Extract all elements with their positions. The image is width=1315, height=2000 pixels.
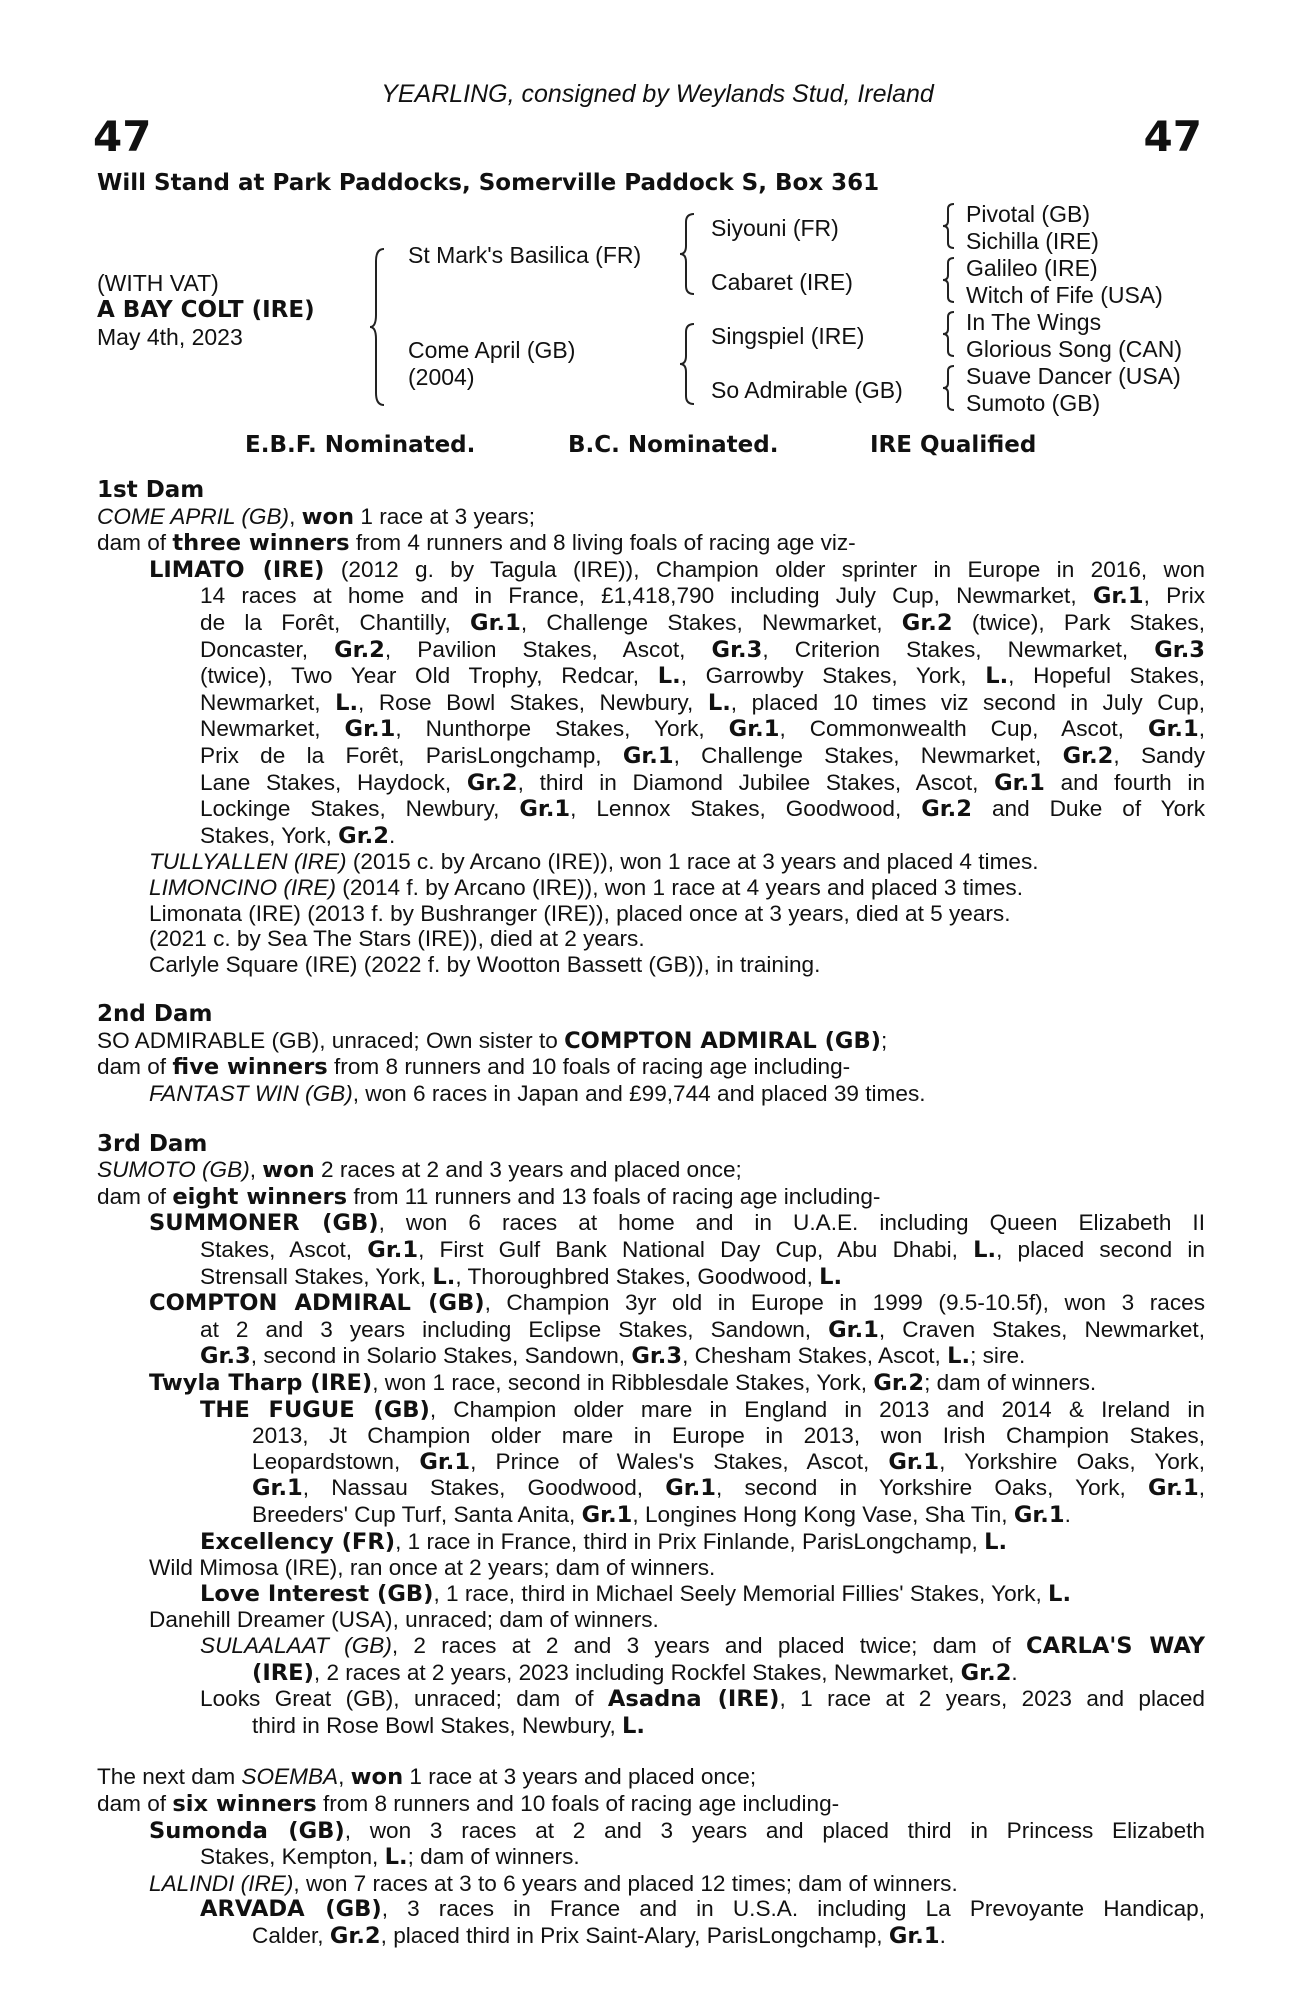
text-run: Lane Stakes, Haydock,	[200, 769, 467, 795]
grandsire-3: In The Wings	[966, 309, 1102, 335]
dam-section	[97, 1764, 1205, 1949]
ebf-nomination: E.B.F. Nominated.	[245, 432, 476, 458]
text-run: , third in Diamond Jubilee Stakes, Ascot,	[517, 769, 995, 795]
text-run: , Champion 3yr old in Europe in 1999 (9.5-10.5f), won 3 races	[484, 1290, 1205, 1316]
brace-icon	[678, 212, 696, 296]
text-run: The next dam	[97, 1764, 242, 1790]
text-run: Stakes, Ascot,	[200, 1237, 368, 1263]
text-run: from 4 runners and 8 living foals of racing age viz-	[349, 530, 856, 556]
section-heading: 2nd Dam	[97, 1001, 213, 1028]
text-run: Looks Great (GB), unraced; dam of	[200, 1686, 608, 1712]
text-run: , placed third in Prix Saint-Alary, ParisLongchamp,	[380, 1922, 889, 1948]
text-run: Calder,	[252, 1922, 330, 1948]
bold-text: Gr.1	[252, 1475, 303, 1502]
dam-year: (2004)	[408, 364, 475, 390]
text-run: at 2 and 3 years including Eclipse Stakes, Sandown,	[200, 1316, 829, 1342]
record-line	[97, 610, 1205, 637]
record-line	[97, 926, 1205, 952]
text-run: and fourth in	[1044, 769, 1206, 795]
record-line	[97, 875, 1205, 901]
bold-text: Gr.2	[1062, 742, 1114, 769]
bold-text: L.	[984, 1528, 1008, 1555]
record-line	[97, 1423, 1205, 1449]
dam-section	[97, 1132, 1205, 1740]
record-line	[97, 1686, 1205, 1713]
brace-icon	[942, 203, 956, 249]
italic-text: FANTAST WIN (GB)	[149, 1081, 353, 1107]
granddam-1: Sichilla (IRE)	[966, 228, 1099, 254]
text-run: from 8 runners and 10 foals of racing age including-	[327, 1054, 851, 1080]
record-line	[97, 1054, 1205, 1081]
text-run: Danehill Dreamer (USA), unraced; dam of winners.	[149, 1607, 659, 1633]
text-run: , Sandy	[1113, 742, 1206, 768]
italic-text: SUMOTO (GB)	[97, 1157, 250, 1183]
bold-text: won	[262, 1157, 315, 1184]
record-line	[97, 1764, 1205, 1791]
bold-text: L.	[819, 1263, 843, 1290]
bold-text: won	[301, 503, 355, 530]
record-line	[97, 1343, 1205, 1370]
sire: St Mark's Basilica (FR)	[408, 242, 642, 268]
text-run: Breeders' Cup Turf, Santa Anita,	[252, 1501, 582, 1527]
horse-name: A BAY COLT (IRE)	[97, 297, 315, 323]
record-line	[97, 1475, 1205, 1502]
italic-text: SULAALAAT (GB)	[200, 1632, 392, 1658]
bold-text: Gr.1	[367, 1237, 419, 1264]
record-line	[97, 1290, 1205, 1317]
text-run: .	[1064, 1501, 1071, 1527]
bold-text: ARVADA (GB)	[200, 1896, 382, 1923]
text-run: ;	[881, 1027, 888, 1053]
text-run: 2 races at 2 and 3 years and placed once;	[314, 1157, 742, 1183]
record-line	[97, 557, 1205, 584]
text-run: , Hopeful Stakes,	[1008, 663, 1205, 689]
bold-text: Gr.3	[711, 636, 763, 663]
bold-text: L.	[947, 1343, 971, 1370]
text-run: third in Rose Bowl Stakes, Newbury,	[252, 1712, 623, 1738]
text-run: ; sire.	[970, 1343, 1026, 1369]
dam-sire: Singspiel (IRE)	[711, 323, 865, 349]
consignment-line: YEARLING, consigned by Weylands Stud, Ireland	[381, 80, 934, 108]
record-line	[97, 1529, 1205, 1556]
bold-text: won	[350, 1764, 404, 1791]
text-run: ,	[289, 503, 302, 529]
bold-text: Gr.1	[470, 609, 521, 636]
text-run: , placed 10 times viz second in July Cup,	[730, 689, 1205, 715]
text-run: ; dam of winners.	[407, 1844, 580, 1870]
record-line	[97, 1581, 1205, 1608]
bold-text: Gr.1	[1147, 1475, 1199, 1502]
record-line	[97, 637, 1205, 664]
text-run: , won 3 races at 2 and 3 years and placed third in Princess Elizabeth	[344, 1817, 1205, 1843]
text-run: , First Gulf Bank National Day Cup, Abu Dhabi,	[418, 1237, 974, 1263]
text-run: (twice), Park Stakes,	[952, 609, 1205, 635]
bold-text: Gr.1	[888, 1448, 940, 1475]
text-run: Limonata (IRE) (2013 f. by Bushranger (IRE)), placed once at 3 years, died at 5 years.	[149, 900, 1011, 926]
dam-dam: So Admirable (GB)	[711, 377, 903, 403]
bold-text: L.	[384, 1844, 408, 1871]
text-run: 2013, Jt Champion older mare in Europe in 2013, won Irish Champion Stakes,	[252, 1423, 1205, 1449]
record-line	[97, 1633, 1205, 1660]
text-run: , Thoroughbred Stakes, Goodwood,	[455, 1263, 820, 1289]
text-run: and Duke of York	[972, 796, 1206, 822]
record-line	[97, 952, 1205, 978]
brace-icon	[942, 257, 956, 303]
record-line	[97, 1923, 1205, 1950]
record-line	[97, 530, 1205, 557]
record-line	[97, 1791, 1205, 1818]
text-run: , 3 races in France and in U.S.A. including La Prevoyante Handicap,	[381, 1896, 1205, 1922]
bold-text: Gr.1	[1013, 1501, 1065, 1528]
bold-text: Gr.1	[1092, 583, 1144, 610]
text-run: Wild Mimosa (IRE), ran once at 2 years; dam of winners.	[149, 1555, 716, 1581]
bold-text: Gr.2	[466, 769, 518, 796]
text-run: Stakes, York,	[200, 822, 339, 848]
brace-icon	[678, 322, 696, 406]
text-run: SO ADMIRABLE (GB), unraced; Own sister to	[97, 1027, 565, 1053]
text-run: Doncaster,	[200, 636, 335, 662]
bold-text: Gr.1	[994, 769, 1045, 796]
text-run: ,	[338, 1764, 351, 1790]
bold-text: Gr.1	[828, 1316, 879, 1343]
text-run: (2014 f. by Arcano (IRE)), won 1 race at 4 years and placed 3 times.	[336, 874, 1023, 900]
text-run: from 11 runners and 13 foals of racing age including-	[347, 1183, 881, 1209]
text-run: , Challenge Stakes, Newmarket,	[673, 742, 1063, 768]
bold-text: Gr.1	[622, 742, 674, 769]
record-line	[97, 1081, 1205, 1107]
lot-number-left: 47	[93, 112, 152, 161]
text-run: .	[388, 822, 396, 848]
text-run: , 1 race at 2 years, 2023 and placed	[779, 1686, 1205, 1712]
vat-label: (WITH VAT)	[97, 270, 219, 296]
text-run: , second in Solario Stakes, Sandown,	[250, 1343, 632, 1369]
bold-text: Gr.2	[329, 1922, 381, 1949]
text-run: , won 6 races in Japan and £99,744 and placed 39 times.	[352, 1081, 926, 1107]
record-line	[97, 690, 1205, 717]
text-run: , Garrowby Stakes, York,	[680, 663, 986, 689]
text-run: dam of	[97, 1790, 173, 1816]
bold-text: five winners	[172, 1054, 328, 1081]
text-run: Newmarket,	[200, 716, 345, 742]
italic-text: LALINDI (IRE)	[149, 1870, 294, 1896]
brace-icon	[368, 247, 386, 407]
text-run: , placed second in	[996, 1237, 1205, 1263]
text-run: , Rose Bowl Stakes, Newbury,	[358, 689, 708, 715]
text-run: ; dam of winners.	[924, 1370, 1097, 1395]
record-line	[97, 901, 1205, 927]
text-run: ,	[1198, 1475, 1206, 1501]
bold-text: Gr.3	[631, 1343, 683, 1370]
record-line	[97, 1370, 1205, 1397]
bold-text: CARLA'S WAY	[1026, 1632, 1206, 1659]
record-line	[97, 1844, 1205, 1871]
record-line	[97, 743, 1205, 770]
bold-text: Gr.1	[665, 1475, 717, 1502]
text-run: (2012 g. by Tagula (IRE)), Champion older sprinter in Europe in 2016, won	[324, 556, 1205, 582]
text-run: 1 race at 3 years and placed once;	[403, 1764, 757, 1790]
granddam-4: Sumoto (GB)	[966, 390, 1101, 416]
record-line	[97, 663, 1205, 690]
bold-text: L.	[973, 1237, 997, 1264]
bold-text: (IRE)	[252, 1659, 314, 1686]
bold-text: L.	[335, 689, 359, 716]
foaling-date: May 4th, 2023	[97, 324, 243, 350]
text-run: , Nassau Stakes, Goodwood,	[302, 1475, 666, 1501]
lot-number-right: 47	[1143, 112, 1202, 161]
text-run: , won 7 races at 3 to 6 years and placed 12 times; dam of winners.	[293, 1870, 958, 1896]
record-line	[97, 849, 1205, 875]
bold-text: Gr.1	[728, 716, 780, 743]
grandsire-4: Suave Dancer (USA)	[966, 363, 1181, 389]
record-line	[97, 1896, 1205, 1923]
record-line	[97, 1264, 1205, 1291]
text-run: Lockinge Stakes, Newbury,	[200, 796, 520, 822]
bold-text: Gr.2	[960, 1659, 1012, 1686]
text-run: Stakes, Kempton,	[200, 1844, 385, 1870]
text-run: ,	[249, 1157, 263, 1183]
stand-location: Will Stand at Park Paddocks, Somerville Paddock S, Box 361	[97, 170, 880, 196]
record-line	[97, 1660, 1205, 1687]
ire-qualified: IRE Qualified	[870, 432, 1037, 458]
bold-text: L.	[707, 689, 731, 716]
text-run: , Champion older mare in England in 2013 and 2014 & Ireland in	[429, 1396, 1206, 1422]
record-line	[97, 1210, 1205, 1237]
brace-icon	[942, 311, 956, 357]
granddam-3: Glorious Song (CAN)	[966, 336, 1183, 362]
dam: Come April (GB)	[408, 337, 576, 363]
bold-text: Sumonda (GB)	[149, 1817, 345, 1844]
bold-text: Gr.3	[200, 1343, 251, 1370]
text-run: Prix de la Forêt, ParisLongchamp,	[200, 742, 623, 768]
text-run: Leopardstown,	[252, 1448, 420, 1474]
record-line	[97, 1237, 1205, 1264]
sire-dam: Cabaret (IRE)	[711, 269, 853, 295]
bold-text: Gr.2	[921, 796, 972, 823]
italic-text: COME APRIL (GB)	[97, 503, 290, 529]
record-line	[97, 1397, 1205, 1424]
bold-text: THE FUGUE (GB)	[200, 1396, 430, 1423]
section-heading: 3rd Dam	[97, 1130, 208, 1157]
bold-text: L.	[657, 663, 681, 690]
text-run: Strensall Stakes, York,	[200, 1263, 433, 1289]
record-line	[97, 1157, 1205, 1184]
granddam-2: Witch of Fife (USA)	[966, 282, 1163, 308]
bc-nomination: B.C. Nominated.	[568, 432, 779, 458]
dam-section	[97, 1002, 1205, 1106]
text-run: dam of	[97, 530, 173, 556]
bold-text: L.	[985, 663, 1009, 690]
bold-text: Gr.3	[1154, 636, 1206, 663]
record-line	[97, 1028, 1205, 1055]
record-line	[97, 1184, 1205, 1211]
bold-text: three winners	[172, 530, 350, 557]
sire-sire: Siyouni (FR)	[711, 215, 839, 241]
text-run: , Yorkshire Oaks, York,	[939, 1448, 1205, 1474]
record-line	[97, 1317, 1205, 1344]
bold-text: Gr.1	[888, 1922, 940, 1949]
bold-text: COMPTON ADMIRAL (GB)	[149, 1290, 485, 1317]
bold-text: Gr.2	[338, 822, 389, 849]
bold-text: Gr.1	[581, 1501, 633, 1528]
bold-text: Excellency (FR)	[200, 1528, 396, 1555]
bold-text: eight winners	[172, 1183, 348, 1210]
bold-text: LIMATO (IRE)	[149, 556, 325, 583]
text-run: , Challenge Stakes, Newmarket,	[520, 609, 902, 635]
bold-text: Gr.2	[901, 609, 953, 636]
bold-text: Gr.2	[334, 636, 385, 663]
text-run: , Chesham Stakes, Ascot,	[682, 1343, 948, 1369]
bold-text: Gr.1	[344, 716, 396, 743]
bold-text: COMPTON ADMIRAL (GB)	[564, 1027, 882, 1054]
text-run: , Commonwealth Cup, Ascot,	[779, 716, 1148, 742]
record-line	[97, 1502, 1205, 1529]
text-run: , Craven Stakes, Newmarket,	[878, 1316, 1205, 1342]
text-run: , Longines Hong Kong Vase, Sha Tin,	[632, 1501, 1014, 1527]
bold-text: L.	[432, 1263, 456, 1290]
text-run: , 1 race, third in Michael Seely Memorial Fillies' Stakes, York,	[433, 1580, 1049, 1606]
text-run: dam of	[97, 1183, 173, 1209]
text-run: .	[1011, 1659, 1018, 1685]
record-line	[97, 583, 1205, 610]
text-run: , 2 races at 2 and 3 years and placed twice; dam of	[391, 1632, 1027, 1658]
text-run: ,	[1198, 716, 1205, 742]
text-run: de la Forêt, Chantilly,	[200, 609, 471, 635]
text-run: , Criterion Stakes, Newmarket,	[762, 636, 1155, 662]
bold-text: Gr.2	[873, 1370, 925, 1396]
text-run: , Prix	[1143, 583, 1206, 609]
italic-text: TULLYALLEN (IRE)	[149, 849, 347, 875]
bold-text: SUMMONER (GB)	[149, 1210, 379, 1237]
bold-text: L.	[1048, 1580, 1072, 1607]
bold-text: L.	[622, 1712, 646, 1739]
text-run: , 1 race in France, third in Prix Finlande, ParisLongchamp,	[395, 1528, 985, 1554]
bold-text: Twyla Tharp (IRE)	[149, 1370, 373, 1396]
record-line	[97, 1449, 1205, 1476]
brace-icon	[942, 365, 956, 411]
italic-text: LIMONCINO (IRE)	[149, 874, 337, 900]
record-line	[97, 796, 1205, 823]
text-run: (2015 c. by Arcano (IRE)), won 1 race at 3 years and placed 4 times.	[346, 849, 1039, 875]
bold-text: six winners	[172, 1790, 317, 1817]
record-line	[97, 716, 1205, 743]
text-run: , Prince of Wales's Stakes, Ascot,	[470, 1448, 889, 1474]
record-line	[97, 1713, 1205, 1740]
text-run: Carlyle Square (IRE) (2022 f. by Wootton Bassett (GB)), in training.	[149, 951, 821, 977]
text-run: (2021 c. by Sea The Stars (IRE)), died at 2 years.	[149, 926, 645, 952]
record-line	[97, 1818, 1205, 1845]
text-run: , won 6 races at home and in U.A.E. including Queen Elizabeth II	[378, 1210, 1205, 1236]
italic-text: SOEMBA	[241, 1764, 339, 1790]
record-line	[97, 1555, 1205, 1581]
text-run: , second in Yorkshire Oaks, York,	[716, 1475, 1148, 1501]
record-line	[97, 1607, 1205, 1633]
text-run: , Lennox Stakes, Goodwood,	[570, 796, 922, 822]
section-heading: 1st Dam	[97, 477, 205, 503]
text-run: , 2 races at 2 years, 2023 including Rockfel Stakes, Newmarket,	[313, 1659, 961, 1685]
text-run: (twice), Two Year Old Trophy, Redcar,	[200, 663, 658, 689]
bold-text: Asadna (IRE)	[607, 1686, 780, 1713]
text-run: , Nunthorpe Stakes, York,	[395, 716, 729, 742]
produce-record	[97, 478, 1205, 1949]
record-line	[97, 504, 1205, 531]
text-run: 14 races at home and in France, £1,418,790 including July Cup, Newmarket,	[200, 583, 1093, 609]
text-run: , won 1 race, second in Ribblesdale Stakes, York,	[372, 1370, 874, 1395]
text-run: dam of	[97, 1054, 173, 1080]
record-line	[97, 1871, 1205, 1897]
dam-section	[97, 478, 1205, 977]
record-line	[97, 770, 1205, 797]
text-run: 1 race at 3 years;	[354, 503, 535, 529]
bold-text: Gr.1	[519, 796, 571, 823]
grandsire-2: Galileo (IRE)	[966, 255, 1098, 281]
bold-text: Love Interest (GB)	[200, 1580, 434, 1607]
text-run: Newmarket,	[200, 689, 336, 715]
text-run: , Pavilion Stakes, Ascot,	[384, 636, 712, 662]
bold-text: Gr.1	[1147, 716, 1199, 743]
text-run: .	[939, 1922, 946, 1948]
bold-text: Gr.1	[419, 1448, 471, 1475]
text-run: from 8 runners and 10 foals of racing age including-	[316, 1790, 840, 1816]
record-line	[97, 823, 1205, 850]
grandsire-1: Pivotal (GB)	[966, 201, 1090, 227]
